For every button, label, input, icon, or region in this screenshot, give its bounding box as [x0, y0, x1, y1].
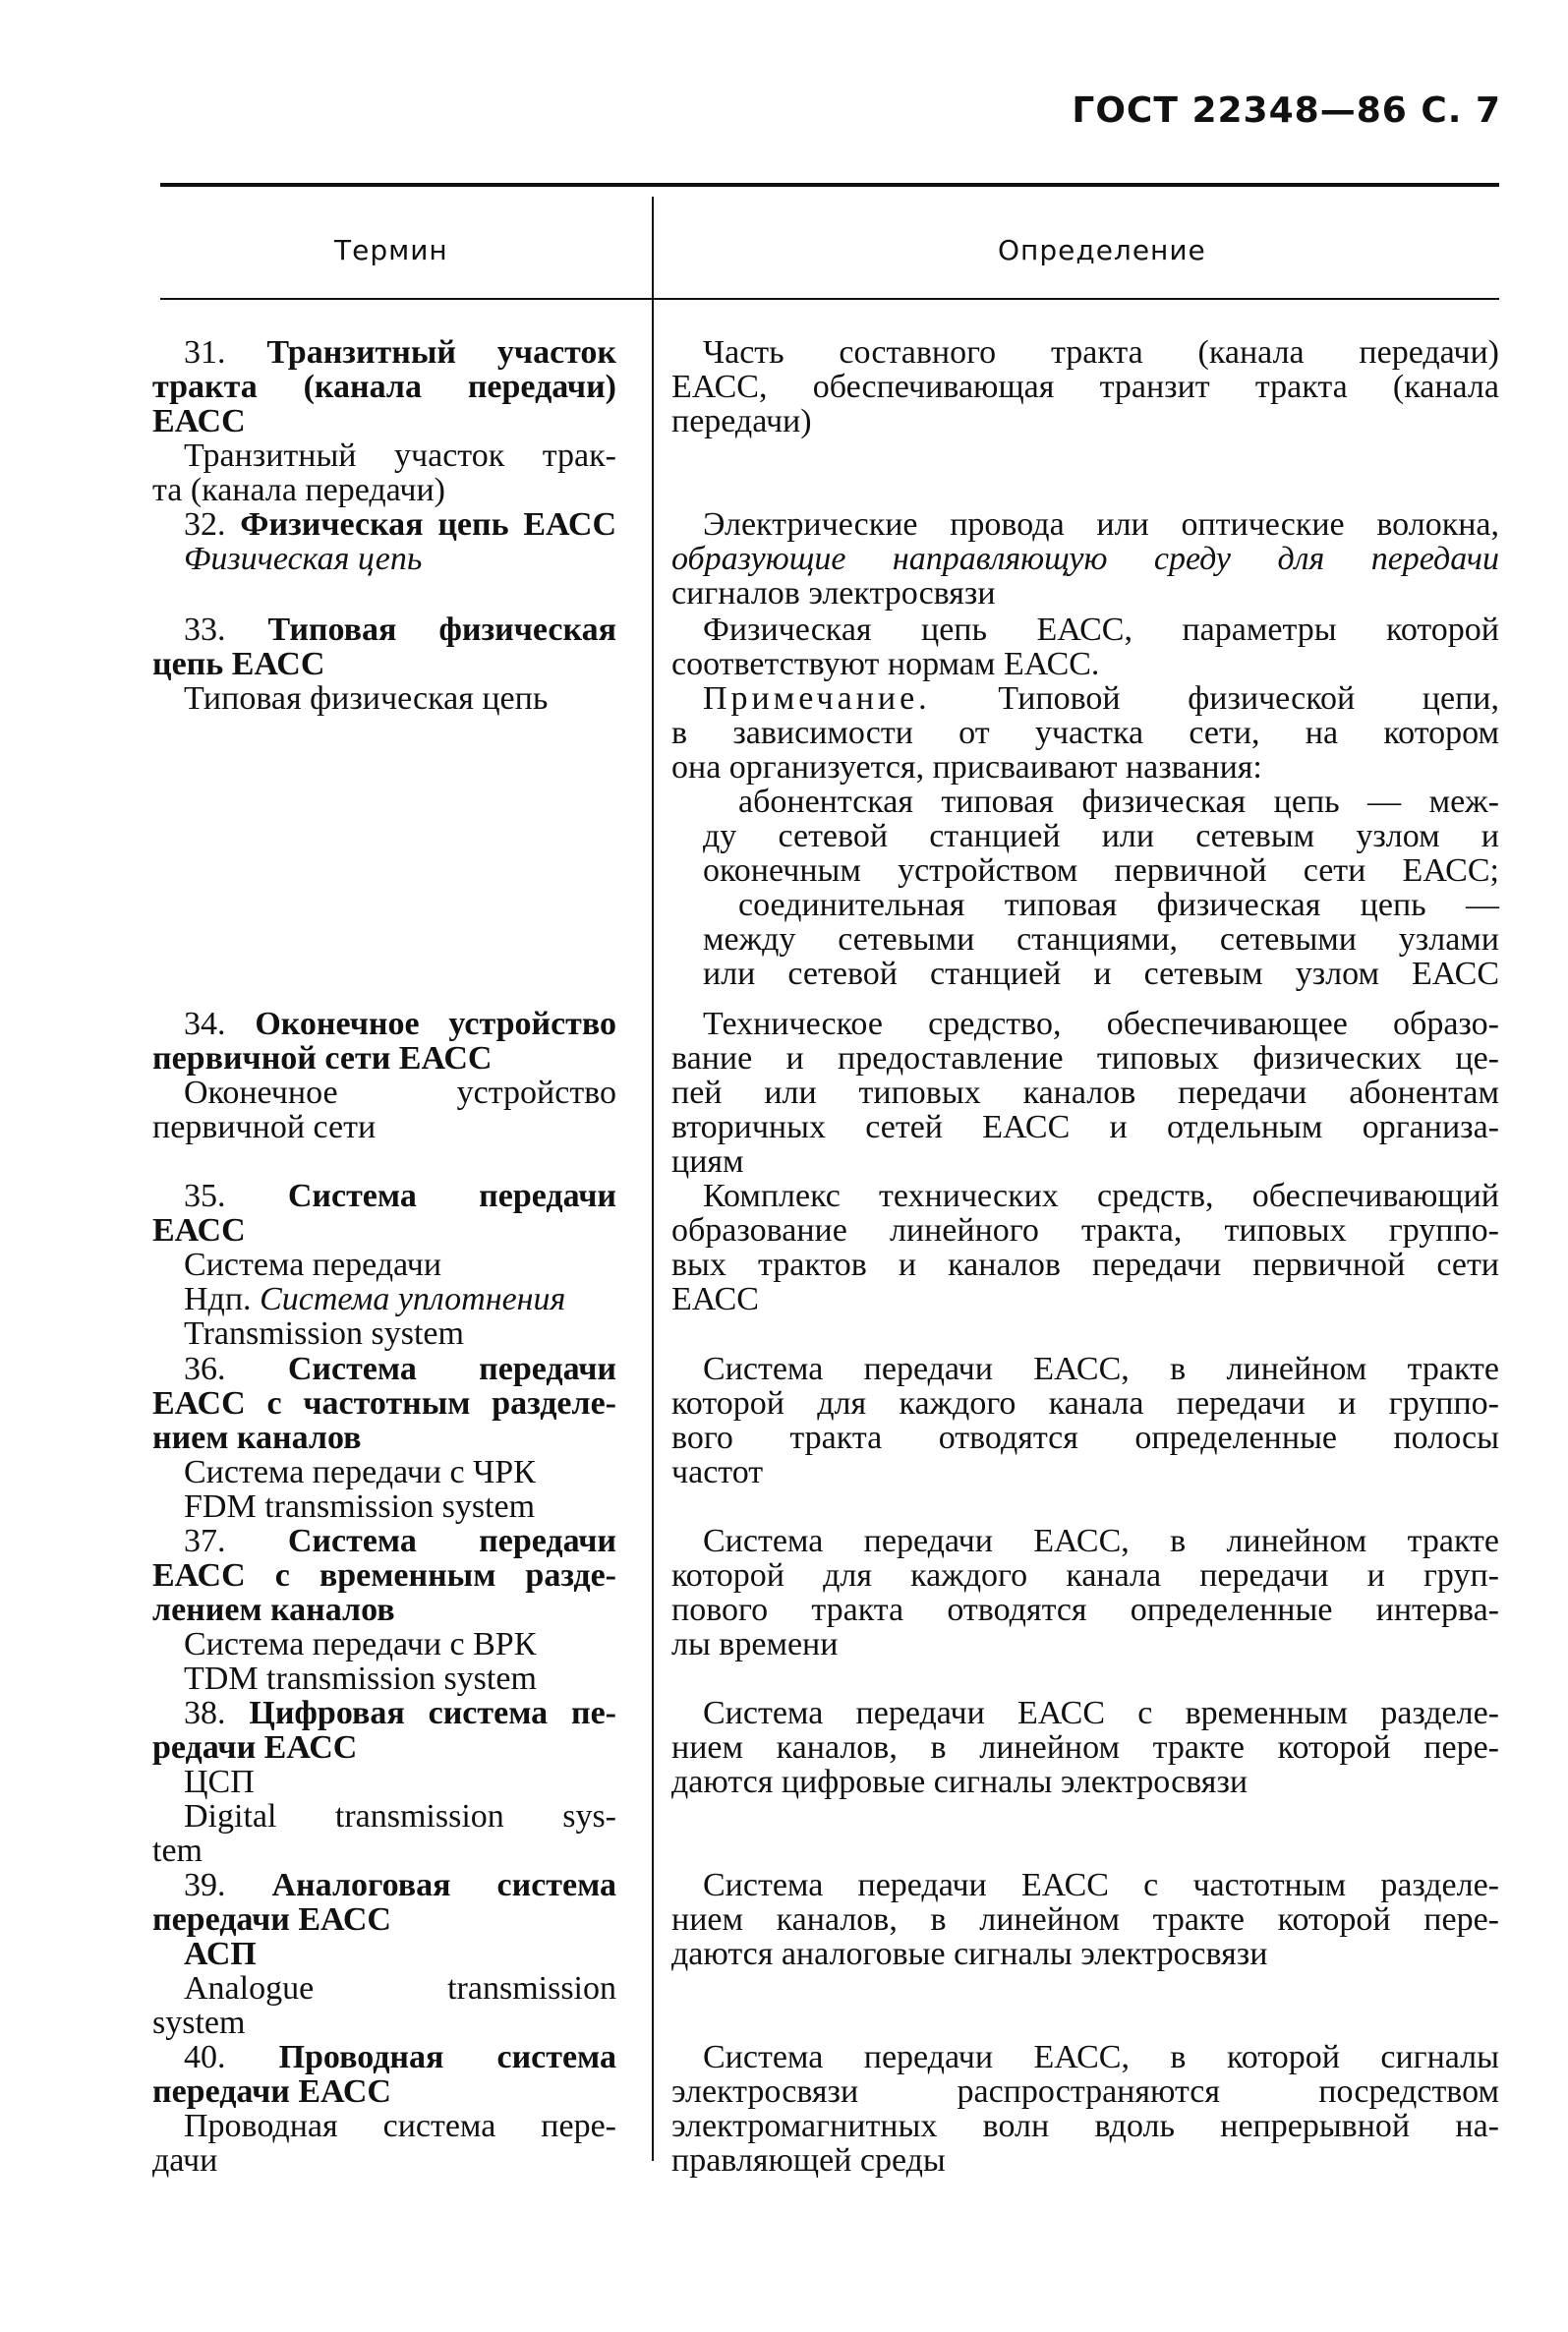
note-line: абонентская типовая физическая цепь — меж-: [738, 784, 1499, 820]
term-english-cont: tem: [152, 1833, 203, 1869]
column-header-definition: Определение: [998, 234, 1206, 266]
table-header-rule: [160, 298, 1499, 300]
term-title: 39. Аналоговая система: [184, 1867, 617, 1903]
term-40: [152, 2040, 616, 2178]
definition-35: [671, 1179, 1499, 1316]
term-not-allowed: Ндп. Система уплотнения: [184, 1281, 566, 1317]
term-english: FDM transmission system: [184, 1488, 536, 1525]
definition-line: Система передачи ЕАСС с временным разделе-: [703, 1695, 1499, 1731]
definition-line: образование линейного тракта, типовых группо-: [671, 1212, 1499, 1249]
term-title-cont: ЕАСС: [152, 1212, 246, 1249]
definition-line: вание и предоставление типовых физических це-: [671, 1040, 1499, 1077]
definition-line: образующие направляющую среду для передачи: [671, 541, 1499, 577]
definition-line: передачи): [671, 403, 812, 439]
term-36: [152, 1352, 616, 1524]
term-34: [152, 1007, 616, 1144]
definition-33: [671, 612, 1499, 991]
term-39: [152, 1868, 616, 2040]
term-title-cont: ЕАСС с временным разде-: [152, 1557, 616, 1594]
term-synonym: Типовая физическая цепь: [184, 680, 549, 717]
definition-line: нием каналов, в линейном тракте которой пере-: [671, 1729, 1499, 1766]
definition-line: Электрические провода или оптические волокна,: [703, 506, 1499, 543]
term-title: 31. Транзитный участок: [184, 334, 617, 371]
note-line: Примечание. Типовой физической цепи,: [703, 680, 1499, 717]
note-line: или сетевой станцией и сетевым узлом ЕАСС: [703, 956, 1499, 992]
definition-38: [671, 1696, 1499, 1799]
note-line: соединительная типовая физическая цепь —: [738, 887, 1499, 923]
definition-line: Физическая цепь ЕАСС, параметры которой: [703, 612, 1499, 648]
definition-line: Комплекс технических средств, обеспечивающий: [703, 1178, 1499, 1214]
term-title-cont: ЕАСС с частотным разделе-: [152, 1385, 616, 1422]
note-line: в зависимости от участка сети, на котором: [671, 715, 1499, 751]
term-title-cont: передачи ЕАСС: [152, 2073, 391, 2110]
definition-line: частот: [671, 1454, 764, 1490]
term-35: [152, 1179, 616, 1351]
term-title-cont: первичной сети ЕАСС: [152, 1040, 493, 1077]
term-english: Digital transmission sys-: [184, 1798, 616, 1835]
table-top-rule: [160, 183, 1499, 187]
definition-line: вых трактов и каналов передачи первичной сети: [671, 1247, 1499, 1283]
term-33: [152, 612, 616, 716]
note-label: Примечание.: [703, 680, 931, 717]
term-31: [152, 335, 616, 507]
definition-line: электромагнитных волн вдоль непрерывной на-: [671, 2108, 1499, 2144]
page-header: ГОСТ 22348—86 С. 7: [1072, 90, 1501, 131]
definition-line: циям: [671, 1143, 744, 1180]
definition-line: даются аналоговые сигналы электросвязи: [671, 1936, 1268, 1972]
definition-37: [671, 1524, 1499, 1662]
term-37: [152, 1524, 616, 1696]
column-header-term: Термин: [334, 234, 448, 266]
definition-line: Система передачи ЕАСС, в линейном тракте: [703, 1351, 1499, 1387]
definition-line: даются цифровые сигналы электросвязи: [671, 1764, 1249, 1800]
definition-line: лы времени: [671, 1626, 839, 1662]
definition-line: вого тракта отводятся определенные полосы: [671, 1420, 1499, 1456]
term-synonym: Оконечное устройство: [184, 1075, 616, 1111]
definition-line: которой для каждого канала передачи и группо-: [671, 1385, 1499, 1422]
definition-line: вторичных сетей ЕАСС и отдельным организа-: [671, 1109, 1499, 1145]
definition-line: соответствуют нормам ЕАСС.: [671, 646, 1100, 682]
term-synonym: Система передачи с ЧРК: [184, 1454, 536, 1490]
note-line: она организуется, присваивают названия:: [671, 749, 1262, 786]
term-synonym: Физическая цепь: [184, 541, 423, 577]
term-synonym: Транзитный участок трак-: [184, 437, 616, 474]
definition-39: [671, 1868, 1499, 1971]
note-line: оконечным устройством первичной сети ЕАСС;: [703, 852, 1499, 889]
definition-line: которой для каждого канала передачи и груп-: [671, 1557, 1499, 1594]
term-abbreviation: АСП: [184, 1936, 257, 1972]
definition-line: пового тракта отводятся определенные интерва-: [671, 1592, 1499, 1628]
note-line: между сетевыми станциями, сетевыми узлами: [703, 921, 1499, 958]
definition-34: [671, 1007, 1499, 1179]
term-32: [152, 507, 616, 576]
definition-line: Система передачи ЕАСС, в линейном тракте: [703, 1523, 1499, 1559]
term-title: 35. Система передачи: [184, 1178, 616, 1214]
term-english: Transmission system: [184, 1315, 464, 1352]
term-english: Analogue transmission: [184, 1970, 616, 2007]
term-abbreviation: ЦСП: [184, 1764, 255, 1800]
term-title: 32. Физическая цепь ЕАСС: [184, 506, 617, 543]
definition-line: электросвязи распространяются посредством: [671, 2073, 1499, 2110]
term-synonym-cont: первичной сети: [152, 1109, 377, 1145]
term-title: 38. Цифровая система пе-: [184, 1695, 616, 1731]
term-synonym: Система передачи: [184, 1247, 442, 1283]
definition-32: [671, 507, 1499, 611]
term-title-cont: редачи ЕАСС: [152, 1729, 358, 1766]
term-title: 33. Типовая физическая: [184, 612, 616, 648]
term-title-cont: тракта (канала передачи) ЕАСС: [152, 369, 616, 439]
definition-line: ЕАСС, обеспечивающая транзит тракта (канала: [671, 369, 1499, 405]
term-synonym: Система передачи с ВРК: [184, 1626, 537, 1662]
term-title: 36. Система передачи: [184, 1351, 616, 1387]
definition-line: пей или типовых каналов передачи абонентам: [671, 1075, 1499, 1111]
definition-line: Система передачи ЕАСС, в которой сигналы: [703, 2039, 1499, 2075]
term-title-cont: нием каналов: [152, 1420, 362, 1456]
definition-line: правляющей среды: [671, 2142, 946, 2179]
definition-line: Техническое средство, обеспечивающее образо-: [703, 1006, 1499, 1042]
term-title: 37. Система передачи: [184, 1523, 616, 1559]
term-synonym-cont: дачи: [152, 2142, 218, 2179]
definition-36: [671, 1352, 1499, 1489]
term-38: [152, 1696, 616, 1868]
term-synonym: Проводная система пере-: [184, 2108, 616, 2144]
term-title: 34. Оконечное устройство: [184, 1006, 617, 1042]
column-divider: [652, 197, 654, 2161]
term-title-cont: цепь ЕАСС: [152, 646, 325, 682]
term-english-cont: system: [152, 2005, 246, 2041]
term-title-cont: лением каналов: [152, 1592, 395, 1628]
definition-40: [671, 2040, 1499, 2178]
term-synonym-cont: та (канала передачи): [152, 472, 445, 508]
term-title-cont: передачи ЕАСС: [152, 1901, 391, 1938]
note-line: ду сетевой станцией или сетевым узлом и: [703, 818, 1499, 854]
definition-line: ЕАСС: [671, 1281, 759, 1317]
definition-line: нием каналов, в линейном тракте которой пере-: [671, 1901, 1499, 1938]
term-english: TDM transmission system: [184, 1661, 537, 1697]
term-title: 40. Проводная система: [184, 2039, 616, 2075]
definition-line: Часть составного тракта (канала передачи): [703, 334, 1499, 371]
definition-line: сигналов электросвязи: [671, 575, 996, 612]
definition-31: [671, 335, 1499, 438]
definition-line: Система передачи ЕАСС с частотным разделе-: [703, 1867, 1499, 1903]
